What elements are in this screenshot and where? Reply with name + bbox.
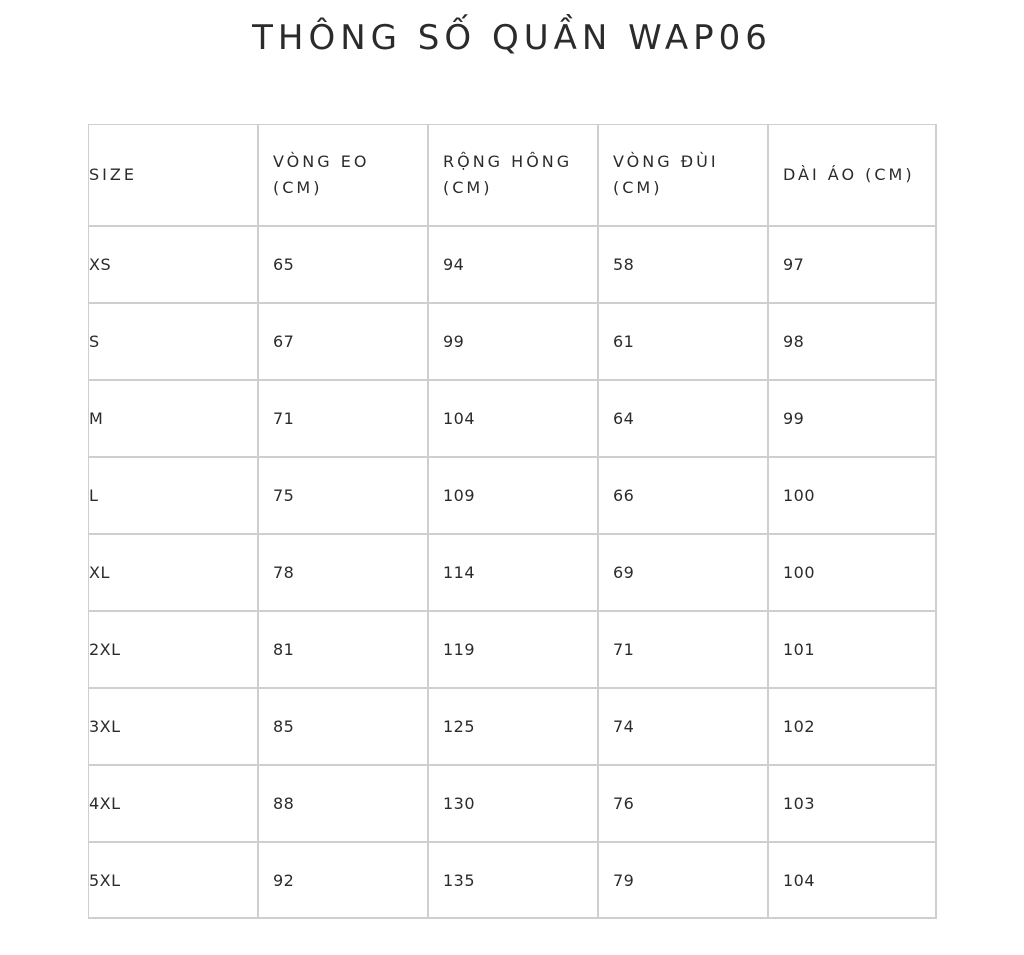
header-waist: VÒNG EO (CM) xyxy=(259,125,429,227)
header-length: DÀI ÁO (CM) xyxy=(769,125,937,227)
cell-thigh: 74 xyxy=(599,689,769,766)
cell-length: 100 xyxy=(769,458,937,535)
cell-hip: 104 xyxy=(429,381,599,458)
cell-length: 97 xyxy=(769,227,937,304)
header-hip: RỘNG HÔNG (CM) xyxy=(429,125,599,227)
cell-size: XL xyxy=(89,535,259,612)
cell-waist: 88 xyxy=(259,766,429,843)
cell-waist: 81 xyxy=(259,612,429,689)
table-row xyxy=(89,227,937,304)
cell-waist: 65 xyxy=(259,227,429,304)
cell-size: 4XL xyxy=(89,766,259,843)
size-chart-table xyxy=(88,124,937,919)
cell-thigh: 79 xyxy=(599,843,769,919)
cell-waist: 71 xyxy=(259,381,429,458)
cell-length: 103 xyxy=(769,766,937,843)
cell-size: 3XL xyxy=(89,689,259,766)
cell-size: L xyxy=(89,458,259,535)
table-row xyxy=(89,843,937,919)
table-row xyxy=(89,535,937,612)
cell-hip: 125 xyxy=(429,689,599,766)
cell-waist: 67 xyxy=(259,304,429,381)
cell-hip: 94 xyxy=(429,227,599,304)
cell-thigh: 71 xyxy=(599,612,769,689)
table-row xyxy=(89,381,937,458)
page-title: THÔNG SỐ QUẦN WAP06 xyxy=(252,18,772,58)
cell-size: S xyxy=(89,304,259,381)
table-row xyxy=(89,766,937,843)
cell-thigh: 61 xyxy=(599,304,769,381)
table-row xyxy=(89,612,937,689)
cell-length: 102 xyxy=(769,689,937,766)
cell-thigh: 58 xyxy=(599,227,769,304)
cell-waist: 75 xyxy=(259,458,429,535)
header-size: SIZE xyxy=(89,125,259,227)
cell-size: 2XL xyxy=(89,612,259,689)
table-row xyxy=(89,304,937,381)
cell-length: 104 xyxy=(769,843,937,919)
cell-thigh: 69 xyxy=(599,535,769,612)
cell-hip: 109 xyxy=(429,458,599,535)
cell-thigh: 66 xyxy=(599,458,769,535)
table-row xyxy=(89,689,937,766)
cell-size: XS xyxy=(89,227,259,304)
cell-hip: 114 xyxy=(429,535,599,612)
cell-size: M xyxy=(89,381,259,458)
cell-length: 98 xyxy=(769,304,937,381)
cell-length: 100 xyxy=(769,535,937,612)
cell-length: 101 xyxy=(769,612,937,689)
cell-waist: 85 xyxy=(259,689,429,766)
cell-hip: 119 xyxy=(429,612,599,689)
cell-waist: 92 xyxy=(259,843,429,919)
table-header-row xyxy=(89,125,937,227)
cell-waist: 78 xyxy=(259,535,429,612)
cell-thigh: 64 xyxy=(599,381,769,458)
header-thigh: VÒNG ĐÙI (CM) xyxy=(599,125,769,227)
cell-size: 5XL xyxy=(89,843,259,919)
table-row xyxy=(89,458,937,535)
cell-hip: 135 xyxy=(429,843,599,919)
cell-length: 99 xyxy=(769,381,937,458)
cell-hip: 99 xyxy=(429,304,599,381)
cell-hip: 130 xyxy=(429,766,599,843)
cell-thigh: 76 xyxy=(599,766,769,843)
